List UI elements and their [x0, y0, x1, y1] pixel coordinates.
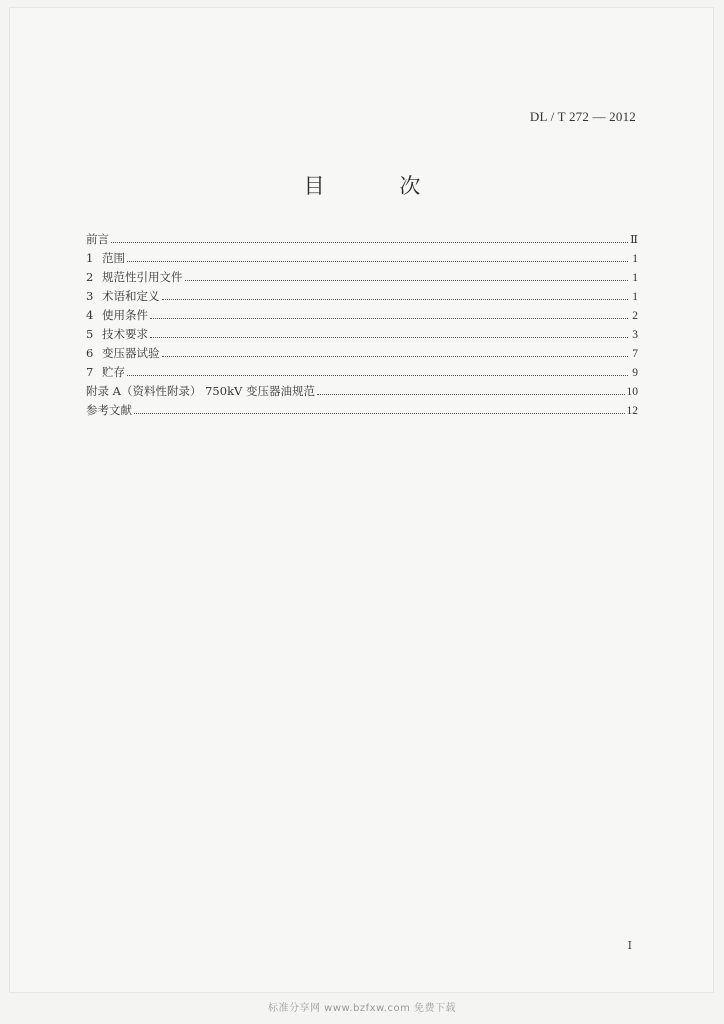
toc-entry-service-conditions[interactable] [86, 306, 638, 325]
toc-entry-title: 技术要求 [102, 327, 148, 341]
page-title: 目 次 [303, 174, 455, 198]
toc-leader-dots [150, 336, 628, 338]
toc-entry-title: 前言 [86, 232, 109, 246]
toc-entry-page: 1 [632, 272, 638, 284]
toc-entry-page: 10 [626, 386, 638, 398]
toc-leader-dots [111, 241, 628, 243]
toc-entry-title: 范围 [102, 251, 125, 265]
toc-entry-title: 变压器试验 [102, 346, 160, 360]
toc-entry-foreword[interactable] [86, 230, 638, 249]
toc-entry-page: 12 [626, 405, 638, 417]
toc-entry-page: 1 [632, 291, 638, 303]
toc-entry-terms-definitions[interactable] [86, 287, 638, 306]
toc-entry-technical-requirements[interactable] [86, 325, 638, 344]
toc-leader-dots [162, 355, 629, 357]
toc-leader-dots [185, 279, 629, 281]
toc-entry-normative-references[interactable] [86, 268, 638, 287]
toc-entry-title: 使用条件 [102, 308, 148, 322]
toc-entry-storage[interactable] [86, 363, 638, 382]
toc-leader-dots [162, 298, 629, 300]
toc-leader-dots [317, 393, 625, 395]
toc-entry-number: 7 [86, 365, 94, 379]
toc-entry-page: 3 [632, 329, 638, 341]
toc-entry-title: 术语和定义 [102, 289, 160, 303]
toc-entry-page: 2 [632, 310, 638, 322]
toc-entry-page: 9 [632, 367, 638, 379]
table-of-contents [86, 230, 638, 420]
toc-entry-number: 3 [86, 289, 94, 303]
toc-entry-page: 1 [632, 253, 638, 265]
toc-leader-dots [127, 374, 628, 376]
toc-entry-annex-a[interactable] [86, 382, 638, 401]
toc-entry-page: Ⅱ [630, 234, 638, 246]
toc-entry-number: 2 [86, 270, 94, 284]
toc-entry-number: 4 [86, 308, 94, 322]
toc-entry-title: 参考文献 [86, 403, 132, 417]
page-number: I [627, 939, 632, 952]
toc-entry-page: 7 [632, 348, 638, 360]
toc-entry-number: 6 [86, 346, 94, 360]
toc-entry-transformer-tests[interactable] [86, 344, 638, 363]
toc-entry-title: 附录 A（资料性附录） 750kV 变压器油规范 [86, 384, 315, 398]
toc-leader-dots [134, 412, 625, 414]
toc-entry-title: 贮存 [102, 365, 125, 379]
document-code: DL / T 272 — 2012 [529, 109, 636, 124]
toc-entry-bibliography[interactable] [86, 401, 638, 420]
toc-entry-number: 5 [86, 327, 94, 341]
watermark-text: 标准分享网 www.bzfxw.com 免费下载 [268, 1003, 456, 1014]
toc-entry-scope[interactable] [86, 249, 638, 268]
toc-leader-dots [127, 260, 628, 262]
document-page [10, 8, 713, 992]
toc-entry-title: 规范性引用文件 [102, 270, 183, 284]
toc-entry-number: 1 [86, 251, 94, 265]
toc-leader-dots [150, 317, 628, 319]
